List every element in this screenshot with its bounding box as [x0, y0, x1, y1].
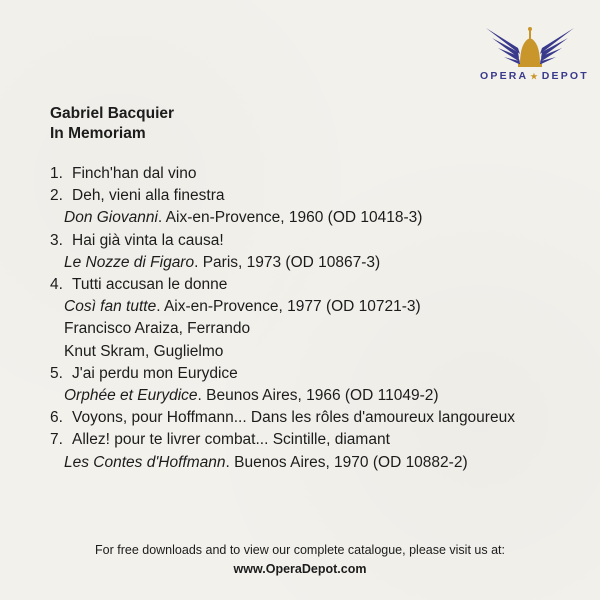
track-5	[50, 363, 590, 385]
track-number: 5.	[50, 364, 63, 382]
logo-word-left: OPERA	[480, 70, 529, 82]
track-title: J'ai perdu mon Eurydice	[72, 364, 238, 382]
recording-details: . Aix-en-Provence, 1977 (OD 10721-3)	[156, 298, 421, 316]
track-3-source	[50, 252, 590, 274]
recording-details: . Buenos Aires, 1970 (OD 10882-2)	[225, 453, 468, 471]
track-title: Allez! pour te livrer combat... Scintille, diamant	[72, 431, 390, 449]
track-6	[50, 407, 590, 429]
track-1	[50, 163, 590, 185]
track-number: 6.	[50, 409, 63, 427]
album-heading	[50, 104, 174, 144]
opera-title: Les Contes d'Hoffmann	[64, 453, 226, 471]
track-4-source	[50, 296, 590, 318]
track-3	[50, 230, 590, 252]
artist-name: Gabriel Bacquier	[50, 105, 175, 122]
track-title: Voyons, pour Hoffmann... Dans les rôles d'amoureux langoureux	[72, 409, 515, 427]
logo-wordmark	[480, 70, 589, 82]
track-7	[50, 429, 590, 451]
opera-depot-logo	[480, 18, 589, 98]
album-subtitle: In Memoriam	[50, 125, 146, 142]
track-title: Deh, vieni alla finestra	[72, 187, 225, 205]
star-icon: ★	[530, 72, 540, 81]
track-5-source	[50, 385, 590, 407]
opera-title: Orphée et Eurydice	[64, 387, 198, 405]
website-link[interactable]: www.OperaDepot.com	[233, 562, 367, 576]
track-title: Hai già vinta la causa!	[72, 231, 224, 249]
track-2-source	[50, 207, 590, 229]
opera-title: Le Nozze di Figaro	[64, 253, 195, 271]
recording-details: . Beunos Aires, 1966 (OD 11049-2)	[197, 387, 439, 405]
track-title: Finch'han dal vino	[72, 165, 197, 182]
track-number: 1.	[50, 165, 63, 182]
recording-details: . Paris, 1973 (OD 10867-3)	[194, 253, 381, 271]
track-number: 7.	[50, 431, 63, 449]
opera-title: Don Giovanni	[64, 209, 158, 227]
footer-text: For free downloads and to view our complete catalogue, please visit us at:	[95, 543, 505, 557]
logo-word-right: DEPOT	[541, 70, 589, 82]
track-title: Tutti accusan le donne	[72, 276, 228, 294]
track-4-performer: Francisco Araiza, Ferrando	[64, 320, 251, 338]
track-number: 2.	[50, 187, 63, 205]
opera-title: Così fan tutte	[64, 298, 157, 316]
track-7-source	[50, 452, 590, 474]
track-list	[50, 163, 590, 474]
recording-details: . Aix-en-Provence, 1960 (OD 10418-3)	[157, 209, 423, 227]
track-number: 4.	[50, 276, 63, 294]
track-number: 3.	[50, 231, 63, 249]
track-4-performer: Knut Skram, Guglielmo	[64, 342, 224, 360]
track-2	[50, 185, 590, 207]
track-4	[50, 274, 590, 296]
wings-dome-icon	[480, 18, 580, 73]
